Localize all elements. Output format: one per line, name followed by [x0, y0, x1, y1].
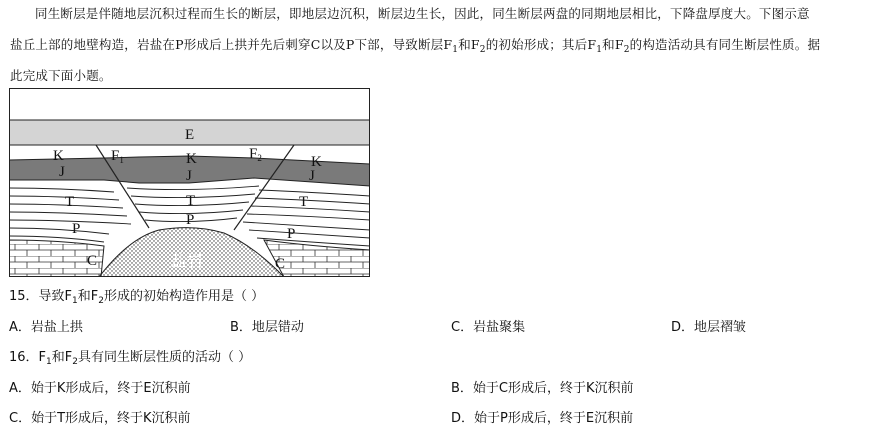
question-text: 和F [51, 350, 73, 365]
intro-line-3: 此完成下面小题。 [10, 68, 112, 83]
question-text: F [38, 350, 47, 365]
label-e: E [185, 127, 195, 143]
label-salt: 盐岩 [171, 253, 204, 270]
question-text: 具有同生断层性质的活动（ ） [77, 350, 252, 365]
label-c-right: C [275, 256, 286, 272]
label-c-left: C [87, 253, 98, 269]
subscript: 2 [623, 45, 630, 55]
label-f2: $F_2$ [249, 146, 262, 163]
label-k-right: K [311, 154, 322, 170]
label-p-mid: P [186, 212, 195, 228]
question-15 [9, 285, 264, 304]
intro-paragraph [10, 0, 890, 91]
intro-text: 的构造活动具有同生断层性质。据 [629, 37, 821, 52]
cross-section-svg [9, 88, 370, 277]
question-16 [9, 346, 251, 365]
question-text: 和F [77, 289, 99, 304]
question-text: 导致F [38, 289, 73, 304]
label-f1: $F_1$ [111, 148, 124, 165]
label-p-left: P [72, 221, 81, 237]
label-k-mid: K [186, 151, 197, 167]
question-number: 16． [9, 350, 39, 365]
question-number: 15． [9, 289, 39, 304]
intro-text: 和F [602, 37, 624, 52]
q16-option-d[interactable]: D．始于P形成后，终于E沉积前 [451, 411, 634, 426]
subscript: 1 [46, 357, 52, 367]
label-t-mid: T [186, 193, 196, 209]
q15-option-b[interactable]: B．地层错动 [230, 320, 304, 335]
subscript: 1 [72, 296, 78, 306]
label-p-right: P [287, 226, 296, 242]
subscript: 2 [479, 45, 486, 55]
intro-text: 的初始形成；其后F [485, 37, 597, 52]
subscript: 2 [72, 357, 78, 367]
subscript: 2 [98, 296, 104, 306]
label-j-left: J [59, 164, 65, 180]
intro-text: 和F [458, 37, 480, 52]
q16-option-a[interactable]: A．始于K形成后，终于E沉积前 [9, 381, 191, 396]
label-j-mid: J [186, 168, 192, 184]
q16-option-b[interactable]: B．始于C形成后，终于K沉积前 [451, 381, 634, 396]
intro-line-1: 同生断层是伴随地层沉积过程而生长的断层，即地层边沉积，断层边生长，因此，同生断层两盘的同期地层相比，下降盘厚度大。下图示意 [35, 6, 810, 21]
label-k-left: K [53, 148, 64, 164]
question-text: 形成的初始构造作用是（ ） [103, 289, 265, 304]
q16-option-c[interactable]: C．始于T形成后，终于K沉积前 [9, 411, 191, 426]
q15-option-c[interactable]: C．岩盐聚集 [451, 320, 526, 335]
label-j-right: J [309, 168, 315, 184]
q15-option-d[interactable]: D．地层褶皱 [671, 320, 747, 335]
subscript: 1 [596, 45, 603, 55]
intro-text: 盐丘上部的地壁构造，岩盐在P形成后上拱并先后刺穿C以及P下部，导致断层F [10, 37, 453, 52]
subscript: 1 [452, 45, 459, 55]
label-t-left: T [65, 194, 75, 210]
geologic-cross-section-figure [9, 88, 370, 277]
label-t-right: T [299, 194, 309, 210]
q15-option-a[interactable]: A．岩盐上拱 [9, 320, 83, 335]
intro-line-2 [10, 29, 890, 60]
